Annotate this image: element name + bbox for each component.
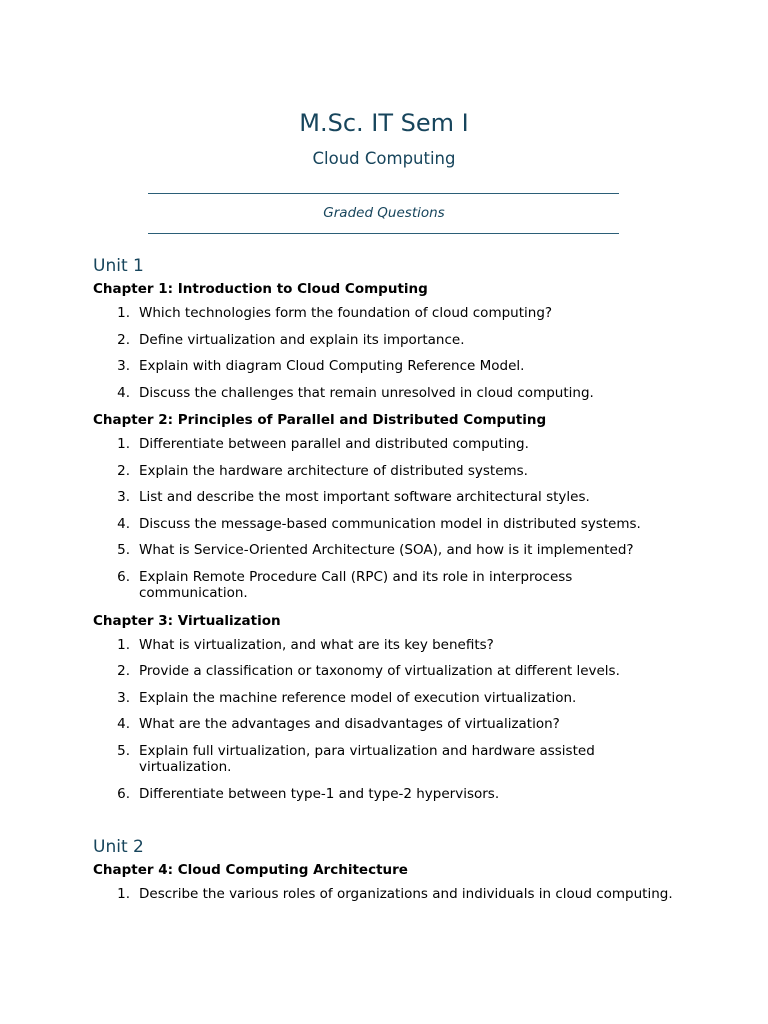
question-content bbox=[93, 255, 683, 913]
question-item: 4. Discuss the challenges that remain unresolved in cloud computing. bbox=[117, 384, 594, 401]
question-item: 4. What are the advantages and disadvantages of virtualization? bbox=[117, 716, 560, 732]
question-item: 2. Provide a classification or taxonomy of virtualization at different levels. bbox=[117, 663, 620, 679]
chapter-heading: Chapter 4: Cloud Computing Architecture bbox=[93, 862, 408, 878]
question-item: 1. Differentiate between parallel and distributed computing. bbox=[117, 436, 529, 452]
unit-heading: Unit 1 bbox=[93, 256, 144, 276]
question-item: 5. Explain full virtualization, para virtualization and hardware assisted virtualization. bbox=[117, 742, 595, 775]
question-list bbox=[93, 886, 683, 903]
question-list bbox=[93, 436, 683, 602]
question-item: 3. Explain with diagram Cloud Computing Reference Model. bbox=[117, 358, 525, 374]
unit-heading: Unit 2 bbox=[93, 837, 144, 857]
question-item: 2. Explain the hardware architecture of distributed systems. bbox=[117, 462, 528, 479]
question-item: 6. Explain Remote Procedure Call (RPC) and its role in interprocess communication. bbox=[117, 568, 573, 601]
question-item: 1. Describe the various roles of organizations and individuals in cloud computing. bbox=[117, 886, 673, 902]
question-item: 3. Explain the machine reference model of execution virtualization. bbox=[117, 689, 577, 706]
page-title: M.Sc. IT Sem I bbox=[299, 109, 469, 137]
question-item: 1. Which technologies form the foundation of cloud computing? bbox=[117, 305, 553, 321]
chapter-heading: Chapter 3: Virtualization bbox=[93, 612, 281, 629]
question-item: 2. Define virtualization and explain its importance. bbox=[117, 331, 465, 348]
question-list bbox=[93, 305, 683, 401]
question-item: 6. Differentiate between type-1 and type-2 hypervisors. bbox=[117, 785, 500, 802]
top-divider bbox=[148, 193, 619, 194]
chapter-heading: Chapter 1: Introduction to Cloud Computing bbox=[93, 281, 428, 297]
question-item: 1. What is virtualization, and what are its key benefits? bbox=[117, 636, 494, 653]
question-item: 5. What is Service-Oriented Architecture (SOA), and how is it implemented? bbox=[117, 542, 634, 558]
chapter-heading: Chapter 2: Principles of Parallel and Distributed Computing bbox=[93, 412, 547, 428]
section-label: Graded Questions bbox=[323, 205, 445, 221]
bottom-divider bbox=[148, 233, 619, 234]
question-list bbox=[93, 637, 683, 803]
question-item: 4. Discuss the message-based communication model in distributed systems. bbox=[117, 515, 641, 532]
question-item: 3. List and describe the most important software architectural styles. bbox=[117, 489, 590, 505]
page-subtitle: Cloud Computing bbox=[312, 149, 456, 168]
